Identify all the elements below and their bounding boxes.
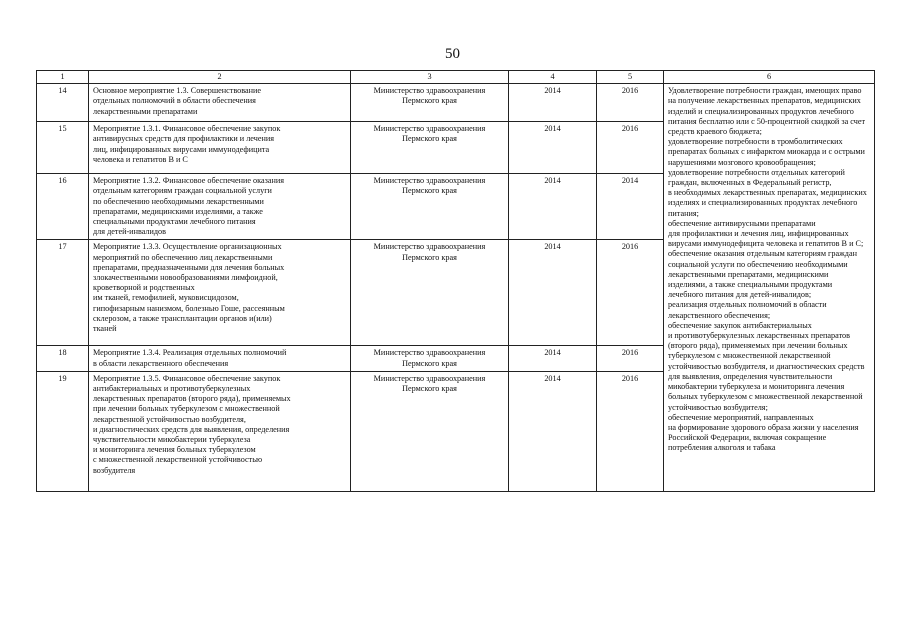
row-number: 17 [37, 240, 89, 346]
end-year: 2016 [597, 84, 664, 122]
activity-name: Мероприятие 1.3.4. Реализация отдельных полномочий в области лекарственного обеспечения [89, 346, 351, 371]
executor: Министерство здравоохранения Пермского края [351, 122, 509, 174]
end-year: 2016 [597, 371, 664, 491]
start-year: 2014 [509, 174, 597, 240]
column-header: 6 [664, 71, 875, 84]
end-year: 2016 [597, 346, 664, 371]
activity-name: Мероприятие 1.3.2. Финансовое обеспечение оказания отдельным категориям граждан социальной услуги по обеспечению необходимыми лекарственными препаратами, медицинскими изделиями, а также специальными продуктами лечебного питания для детей-инвалидов [89, 174, 351, 240]
executor: Министерство здравоохранения Пермского края [351, 174, 509, 240]
row-number: 14 [37, 84, 89, 122]
start-year: 2014 [509, 84, 597, 122]
start-year: 2014 [509, 240, 597, 346]
page-number: 50 [445, 46, 460, 62]
executor: Министерство здравоохранения Пермского края [351, 346, 509, 371]
start-year: 2014 [509, 371, 597, 491]
start-year: 2014 [509, 346, 597, 371]
start-year: 2014 [509, 122, 597, 174]
row-number: 16 [37, 174, 89, 240]
row-number: 15 [37, 122, 89, 174]
column-header: 1 [37, 71, 89, 84]
program-activities-table [36, 70, 875, 492]
executor: Министерство здравоохранения Пермского края [351, 240, 509, 346]
column-header: 4 [509, 71, 597, 84]
column-header: 3 [351, 71, 509, 84]
activity-name: Основное мероприятие 1.3. Совершенствование отдельных полномочий в области обеспечения лекарственными препаратами [89, 84, 351, 122]
row-number: 18 [37, 346, 89, 371]
executor: Министерство здравоохранения Пермского края [351, 371, 509, 491]
table-header-row [37, 71, 875, 84]
row-number: 19 [37, 371, 89, 491]
activity-name: Мероприятие 1.3.3. Осуществление организационных мероприятий по обеспечению лиц лекарственными препаратами, предназначенными для лечения больных злокачественными новообразованиями лимфоидной, кроветворной и родственных им тканей, гемофилией, муковисцидозом, гипофизарным нанизмом, болезнью Гоше, рассеянным склерозом, а также трансплантации органов и(или) тканей [89, 240, 351, 346]
activity-name: Мероприятие 1.3.5. Финансовое обеспечение закупок антибактериальных и противотуберкулезных лекарственных препаратов (второго ряда), применяемых при лечении больных туберкулезом с множественной лекарственной устойчивостью возбудителя, и диагностических средств для выявления, определения чувствительности микобактерии туберкулеза и мониторинга лечения больных туберкулезом с множественной лекарственной устойчивостью возбудителя [89, 371, 351, 491]
column-header: 5 [597, 71, 664, 84]
column-header: 2 [89, 71, 351, 84]
executor: Министерство здравоохранения Пермского края [351, 84, 509, 122]
end-year: 2014 [597, 174, 664, 240]
expected-results: Удовлетворение потребности граждан, имеющих право на получение лекарственных препаратов, медицинских изделий и специализированных продуктов лечебного питания бесплатно или с 50-процентной скидкой за счет средств краевого бюджета; удовлетворение потребности в тромболитических препаратах больных с инфарктом миокарда и с острыми нарушениями мозгового кровообращения; удовлетворение потребности отдельных категорий граждан, включенных в Федеральный регистр, в необходимых лекарственных препаратах, медицинских изделиях и специализированных продуктах лечебного питания; обеспечение антивирусными препаратами для профилактики и лечения лиц, инфицированных вирусами иммунодефицита человека и гепатитов В и С; обеспечение оказания отдельным категориям граждан социальной услуги по обеспечению необходимыми лекарственными препаратами, медицинскими изделиями, а также специальными продуктами лечебного питания для детей-инвалидов; реализация отдельных полномочий в области лекарственного обеспечения; обеспечение закупок антибактериальных и противотуберкулезных лекарственных препаратов (второго ряда), применяемых при лечении больных туберкулезом с множественной лекарственной устойчивостью возбудителя, и диагностических средств для выявления, определения чувствительности микобактерии туберкулеза и мониторинга лечения больных туберкулезом с множественной лекарственной устойчивостью возбудителя; обеспечение мероприятий, направленных на формирование здорового образа жизни у населения Российской Федерации, включая сокращение потребления алкоголя и табака [664, 84, 875, 492]
activity-name: Мероприятие 1.3.1. Финансовое обеспечение закупок антивирусных средств для профилактики и лечения лиц, инфицированных вирусами иммунодефицита человека и гепатитов В и С [89, 122, 351, 174]
end-year: 2016 [597, 122, 664, 174]
end-year: 2016 [597, 240, 664, 346]
table-row [37, 84, 875, 122]
